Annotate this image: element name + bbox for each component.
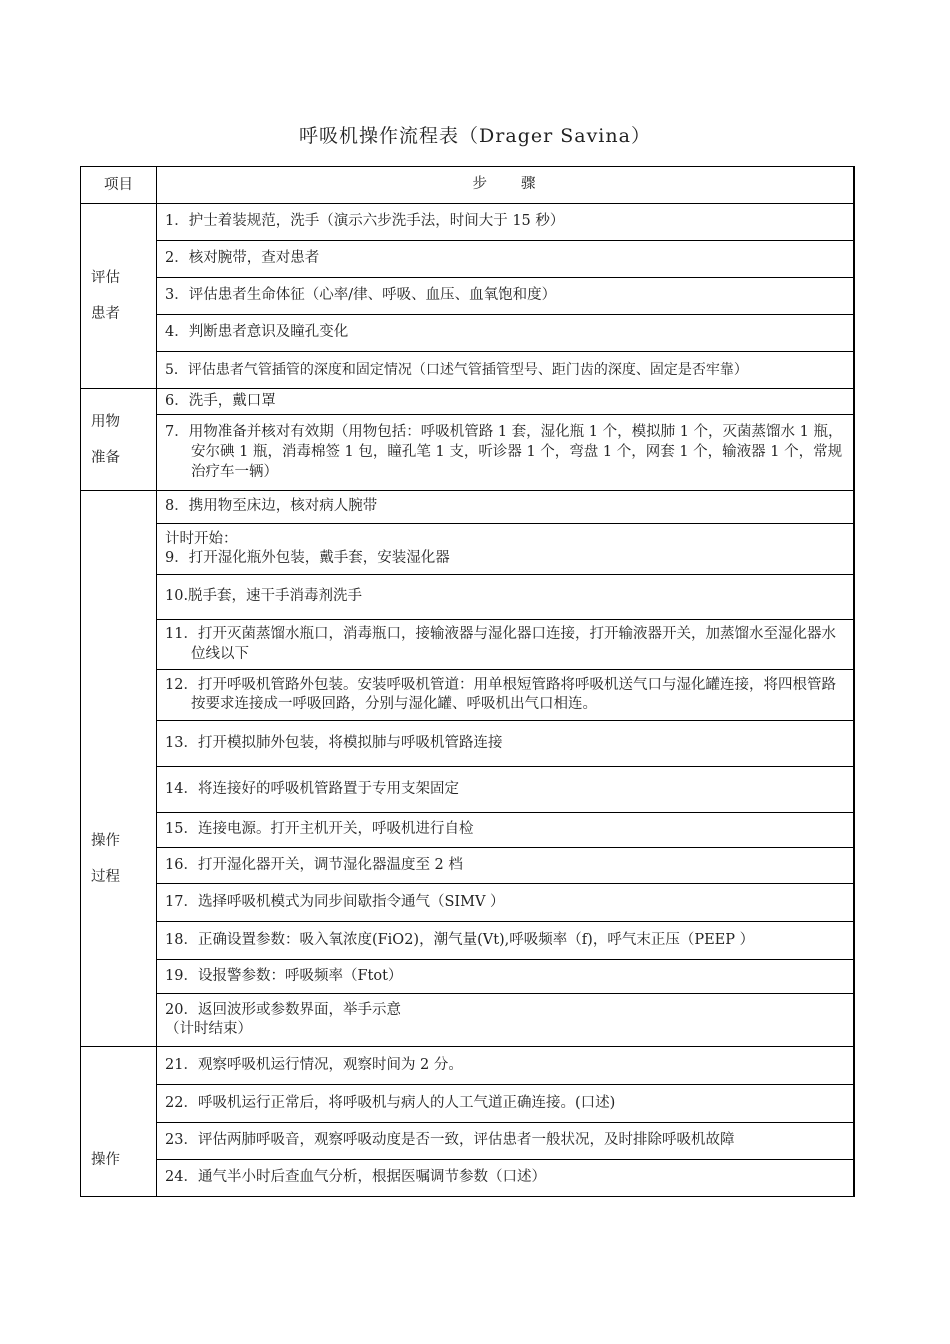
step-12	[157, 670, 855, 721]
page-title: 呼吸机操作流程表（Drager Savina）	[299, 125, 651, 147]
category-label: 过程	[91, 868, 120, 885]
step-24: 24．通气半小时后查血气分析，根据医嘱调节参数（口述）	[157, 1160, 855, 1197]
step-23: 23．评估两肺呼吸音，观察呼吸动度是否一致，评估患者一般状况，及时排除呼吸机故障	[157, 1123, 855, 1160]
step-22: 22．呼吸机运行正常后，将呼吸机与病人的人工气道正确连接。(口述)	[157, 1085, 855, 1123]
procedure-table	[80, 166, 855, 1197]
table-row	[81, 1047, 855, 1085]
table-row	[81, 994, 855, 1047]
step-20	[157, 994, 855, 1047]
step-20-text: 20．返回波形或参数界面，举手示意	[165, 1001, 401, 1018]
table-row	[81, 415, 855, 491]
timer-start-note: 计时开始：	[165, 530, 238, 547]
table-row	[81, 813, 855, 848]
table-row	[81, 767, 855, 813]
table-row	[81, 491, 855, 524]
table-row	[81, 884, 855, 922]
table-row	[81, 620, 855, 670]
step-9	[157, 524, 855, 575]
table-header-row	[81, 167, 855, 204]
table-row	[81, 278, 855, 315]
table-row	[81, 315, 855, 352]
table-row	[81, 922, 855, 960]
header-steps	[157, 167, 855, 204]
step-11	[157, 620, 855, 670]
step-13: 13．打开模拟肺外包装，将模拟肺与呼吸机管路连接	[157, 721, 855, 767]
category-label: 评估	[91, 270, 120, 286]
category-label: 患者	[91, 306, 120, 323]
table-row	[81, 389, 855, 415]
step-7	[157, 415, 855, 491]
step-6: 6．洗手，戴口罩	[157, 389, 855, 415]
category-label: 用物	[91, 413, 120, 430]
table-row	[81, 1123, 855, 1160]
step-8: 8．携用物至床边，核对病人腕带	[157, 491, 855, 524]
table-row	[81, 848, 855, 884]
table-row	[81, 204, 855, 241]
step-11-text: 11．打开灭菌蒸馏水瓶口，消毒瓶口，接输液器与湿化器口连接，打开输液器开关，加蒸馏水至湿化器水位线以下	[165, 626, 836, 662]
step-4: 4．判断患者意识及瞳孔变化	[157, 315, 855, 352]
table-row	[81, 575, 855, 620]
table-row	[81, 721, 855, 767]
category-supplies	[81, 389, 157, 491]
category-label: 操作	[91, 832, 120, 849]
step-1: 1．护士着装规范，洗手（演示六步洗手法，时间大于 15 秒）	[157, 204, 855, 241]
step-14: 14．将连接好的呼吸机管路置于专用支架固定	[157, 767, 855, 813]
category-label: 准备	[91, 449, 120, 466]
table-row	[81, 524, 855, 575]
category-assess	[81, 204, 157, 389]
table-row	[81, 352, 855, 389]
category-operation-2	[81, 1047, 157, 1197]
step-3: 3．评估患者生命体征（心率/律、呼吸、血压、血氧饱和度）	[157, 278, 855, 315]
category-operation	[81, 491, 157, 1047]
step-18: 18．正确设置参数：吸入氧浓度(FiO2)，潮气量(Vt),呼吸频率（f)，呼气末正压（PEEP ）	[157, 922, 855, 960]
header-item: 项目	[81, 167, 157, 204]
step-12-text: 12．打开呼吸机管路外包装。安装呼吸机管道：用单根短管路将呼吸机送气口与湿化罐连接，将四根管路按要求连接成一呼吸回路，分别与湿化罐、呼吸机出气口相连。	[165, 676, 836, 713]
step-2: 2．核对腕带，查对患者	[157, 241, 855, 278]
table-row	[81, 1085, 855, 1123]
table-row	[81, 1160, 855, 1197]
table-row	[81, 241, 855, 278]
step-5: 5．评估患者气管插管的深度和固定情况（口述气管插管型号、距门齿的深度、固定是否牢靠）	[157, 352, 855, 389]
step-17: 17．选择呼吸机模式为同步间歇指令通气（SIMV ）	[157, 884, 855, 922]
category-label: 操作	[91, 1152, 120, 1168]
table-row	[81, 670, 855, 721]
header-steps-label: 步骤	[472, 176, 570, 193]
step-15: 15．连接电源。打开主机开关，呼吸机进行自检	[157, 813, 855, 848]
timer-end-note: （计时结束）	[165, 1021, 252, 1038]
step-21: 21．观察呼吸机运行情况，观察时间为 2 分。	[157, 1047, 855, 1085]
step-10: 10.脱手套，速干手消毒剂洗手	[157, 575, 855, 620]
table-row	[81, 960, 855, 994]
step-7-text: 7．用物准备并核对有效期（用物包括：呼吸机管路 1 套，湿化瓶 1 个，模拟肺 1 个，灭菌蒸馏水 1 瓶，安尔碘 1 瓶，消毒棉签 1 包，瞳孔笔 1 支，听诊器 1 个，弯盘 1 个，网套 1 个，输液器 1 个，常规治疗车一辆）	[165, 424, 843, 480]
step-19: 19．设报警参数：呼吸频率（Ftot）	[157, 960, 855, 994]
step-9-text: 9．打开湿化瓶外包装，戴手套，安装湿化器	[165, 550, 450, 567]
step-16: 16．打开湿化器开关，调节湿化器温度至 2 档	[157, 848, 855, 884]
